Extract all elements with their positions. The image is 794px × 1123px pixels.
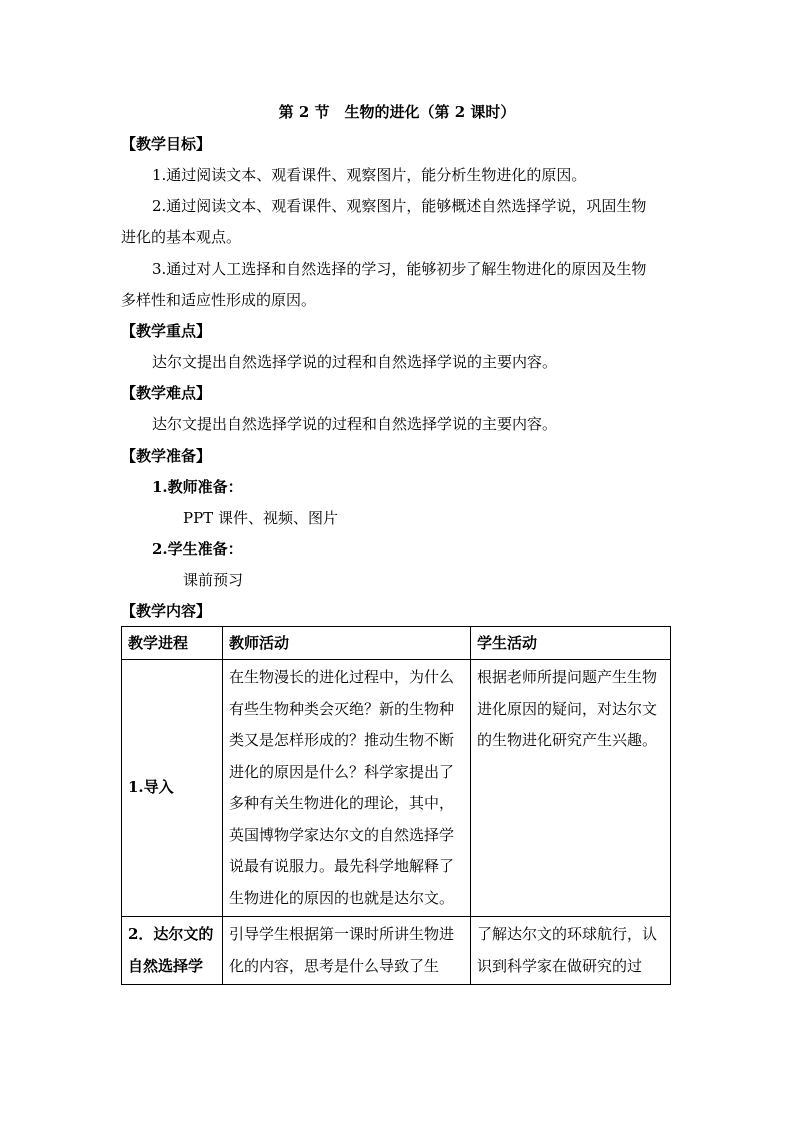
key-points-text: 达尔文提出自然选择学说的过程和自然选择学说的主要内容。 (152, 353, 558, 371)
difficulties-text: 达尔文提出自然选择学说的过程和自然选择学说的主要内容。 (152, 415, 558, 433)
stage-cell (122, 917, 223, 985)
column-header-student-activity: 学生活动 (471, 627, 671, 660)
stage-cell: 1.导入 (122, 660, 223, 917)
student-activity-cell-text: 了解达尔文的环球航行，认识到科学家在做研究的过 (477, 925, 658, 975)
table-header-row (122, 627, 671, 660)
teacher-activity-cell (223, 917, 471, 985)
objective-item-2-line-1: 2.通过阅读文本、观看课件、观察图片，能够概述自然选择学说，巩固生物 (152, 197, 647, 215)
content-heading: 【教学内容】 (121, 602, 212, 620)
objective-item-3-line-1: 3.通过对人工选择和自然选择的学习，能够初步了解生物进化的原因及生物 (152, 260, 647, 278)
objectives-heading: 【教学目标】 (121, 135, 212, 153)
objective-item-2-line-2: 进化的基本观点。 (121, 228, 242, 246)
student-activity-cell: 根据老师所提问题产生生物进化原因的疑问，对达尔文的生物进化研究产生兴趣。 (471, 660, 671, 917)
key-points-heading: 【教学重点】 (121, 322, 212, 340)
page-title: 第 2 节 生物的进化（第 2 课时） (278, 103, 516, 121)
student-preparation-label: 2.学生准备： (152, 540, 243, 558)
column-header-teacher-activity: 教师活动 (223, 627, 471, 660)
teaching-content-table (121, 626, 671, 985)
teacher-preparation-items: PPT 课件、视频、图片 (183, 509, 338, 527)
teacher-activity-cell: 在生物漫长的进化过程中，为什么有些生物种类会灭绝？新的生物种类又是怎样形成的？推动生物不断进化的原因是什么？科学家提出了多种有关生物进化的理论，其中，英国博物学家达尔文的自然选择学说最有说服力。最先科学地解释了生物进化的原因的也就是达尔文。 (223, 660, 471, 917)
teacher-activity-cell-text: 引导学生根据第一课时所讲生物进化的内容，思考是什么导致了生 (229, 925, 455, 975)
difficulties-heading: 【教学难点】 (121, 384, 212, 402)
stage-cell-text: 2．达尔文的自然选择学 (128, 925, 214, 975)
student-activity-cell (471, 917, 671, 985)
objective-item-1: 1.通过阅读文本、观看课件、观察图片，能分析生物进化的原因。 (152, 166, 587, 184)
teacher-preparation-label: 1.教师准备： (152, 478, 243, 496)
table-row (122, 917, 671, 985)
table-row (122, 660, 671, 917)
preparation-heading: 【教学准备】 (121, 447, 212, 465)
student-preparation-items: 课前预习 (183, 571, 244, 589)
objective-item-3-line-2: 多样性和适应性形成的原因。 (121, 291, 317, 309)
column-header-stage: 教学进程 (122, 627, 223, 660)
